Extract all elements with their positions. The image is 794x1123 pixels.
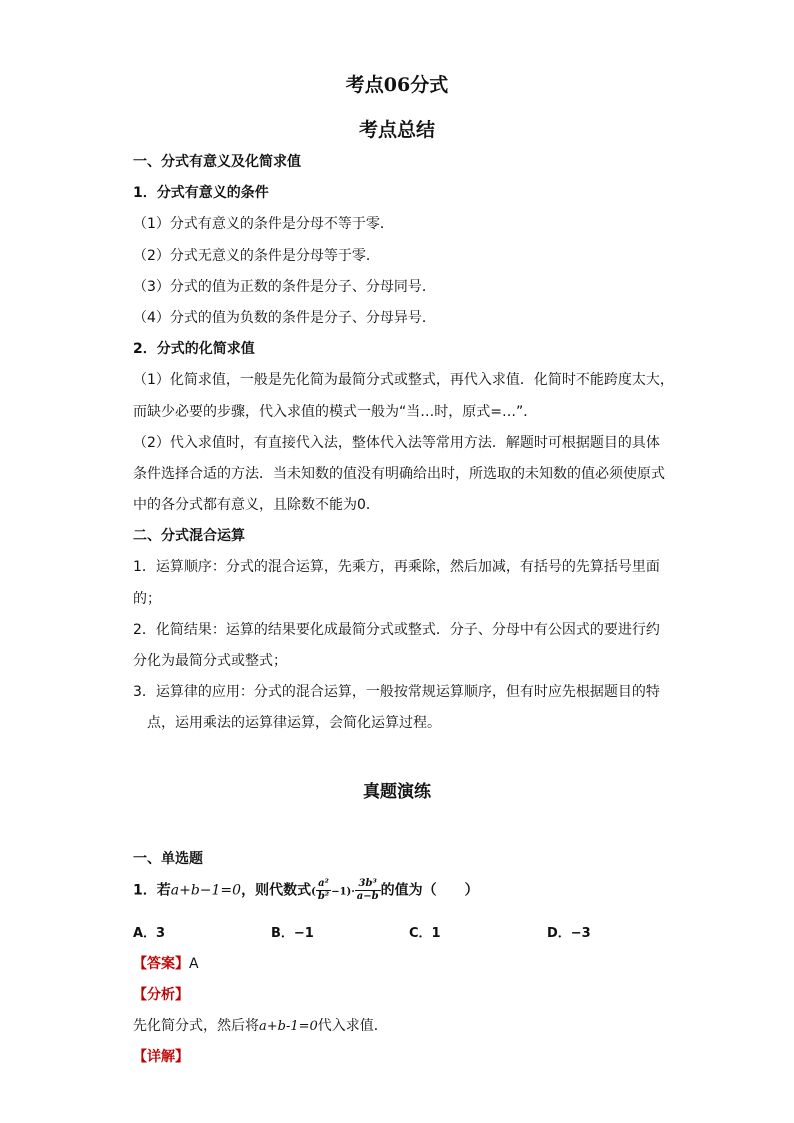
choice-b: B．−1 xyxy=(271,926,314,941)
choice-c: C．1 xyxy=(409,926,441,941)
fraction-3b3-a-b xyxy=(355,878,381,903)
simplify-line-2: 而缺少必要的步骤，代入求值的模式一般为“当…时，原式=…”． xyxy=(133,404,538,420)
question-1-minus-one: −1)· xyxy=(331,886,355,898)
fraction-2-denominator: a−b xyxy=(356,891,379,902)
choice-a: A．3 xyxy=(133,926,166,941)
mixed-op-line-5: 3．运算律的应用：分式的混合运算，一般按常规运算顺序，但有时应先根据题目的特 xyxy=(133,684,660,700)
detail-label-line xyxy=(133,1046,189,1066)
mixed-op-line-2: 的； xyxy=(133,591,161,607)
section-1-heading: 一、分式有意义及化简求值 xyxy=(133,154,301,170)
question-1-prefix: 1．若 xyxy=(133,882,171,899)
answer-label: 【答案】 xyxy=(133,956,189,972)
analysis-label: 【分析】 xyxy=(133,987,189,1003)
mixed-op-line-3: 2．化简结果：运算的结果要化成最简分式或整式．分子、分母中有公因式的要进行约 xyxy=(133,622,660,638)
question-1-condition: a+b−1=0 xyxy=(170,882,242,899)
fraction-1-numerator: a² xyxy=(316,878,331,891)
analysis-text-pre: 先化简分式，然后将 xyxy=(133,1018,259,1034)
simplify-line-1: （1）化简求值，一般是先化简为最简分式或整式，再代入求值．化简时不能跨度太大， xyxy=(133,372,674,388)
fraction-a2-b2 xyxy=(316,878,331,903)
simplify-line-3: （2）代入求值时，有直接代入法，整体代入法等常用方法．解题时可根据题目的具体 xyxy=(133,435,660,451)
answer-line xyxy=(133,953,199,973)
practice-heading: 真题演练 xyxy=(363,782,431,802)
question-1-open-paren: ( xyxy=(311,886,316,898)
condition-item-1: （1）分式有意义的条件是分母不等于零． xyxy=(133,216,394,232)
summary-heading: 考点总结 xyxy=(358,119,435,141)
subsection-2-heading: 2．分式的化简求值 xyxy=(133,341,255,357)
choice-d: D．−3 xyxy=(547,926,591,941)
condition-item-2: （2）分式无意义的条件是分母等于零． xyxy=(133,248,380,264)
mixed-op-line-1: 1．运算顺序：分式的混合运算，先乘方，再乘除，然后加减，有括号的先算括号里面 xyxy=(133,559,660,575)
question-1-suffix: 的值为（ ） xyxy=(380,882,479,899)
fraction-1-denominator: b² xyxy=(317,891,330,902)
answer-value: A xyxy=(189,956,199,972)
detail-label: 【详解】 xyxy=(133,1049,189,1065)
question-1-mid: ，则代数式 xyxy=(241,882,312,899)
analysis-text-post: 代入求值． xyxy=(317,1018,388,1034)
simplify-line-4: 条件选择合适的方法．当未知数的值没有明确给出时，所选取的未知数的值必须使原式 xyxy=(133,466,665,482)
simplify-line-5: 中的各分式都有意义，且除数不能为0． xyxy=(133,497,380,513)
condition-item-4: （4）分式的值为负数的条件是分子、分母异号． xyxy=(133,310,436,326)
multiple-choice-heading: 一、单选题 xyxy=(133,851,203,867)
analysis-label-line xyxy=(133,984,189,1004)
question-1 xyxy=(133,878,479,903)
condition-item-3: （3）分式的值为正数的条件是分子、分母同号． xyxy=(133,279,436,295)
fraction-2-numerator: 3b³ xyxy=(355,878,381,891)
mixed-op-line-4: 分化为最简分式或整式； xyxy=(133,653,287,669)
analysis-expression: a+b-1=0 xyxy=(259,1019,318,1034)
mixed-op-line-6: 点，运用乘法的运算律运算，会简化运算过程。 xyxy=(147,715,441,731)
analysis-text xyxy=(133,1015,388,1035)
section-2-heading: 二、分式混合运算 xyxy=(133,528,245,544)
document-title: 考点06分式 xyxy=(345,74,449,96)
subsection-1-heading: 1．分式有意义的条件 xyxy=(133,185,269,201)
